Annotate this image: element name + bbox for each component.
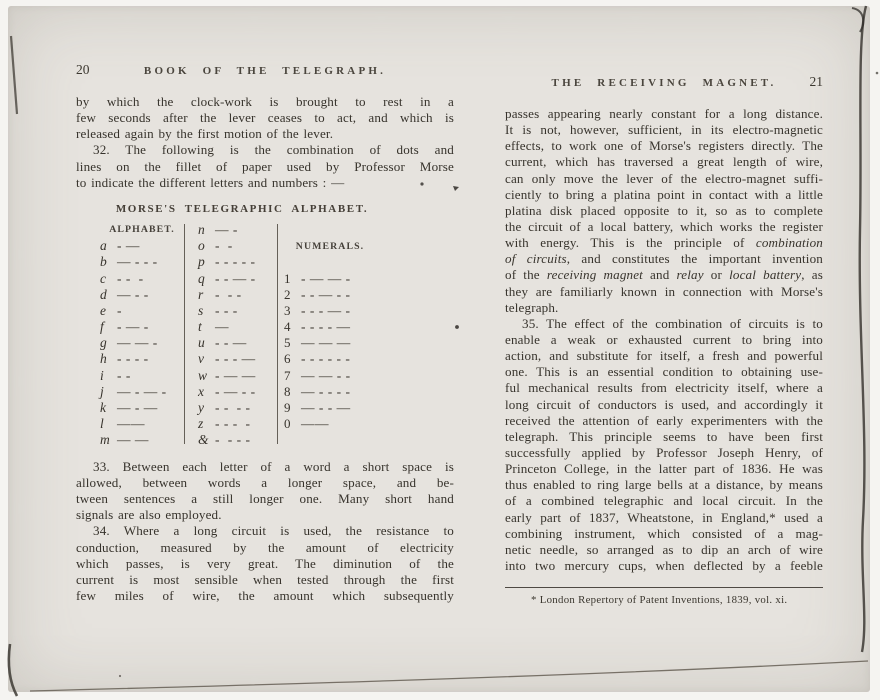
right-running-title: THE RECEIVING MAGNET. — [551, 77, 777, 89]
table-row — [198, 416, 278, 432]
morse-code: - - - — [215, 286, 242, 302]
text-line: tween sentences a still longer one. Many short hand — [76, 491, 454, 507]
table-row — [100, 384, 184, 400]
text-line: 32. The following is the combination of dots and — [93, 142, 454, 158]
paragraph — [505, 106, 823, 316]
text-line: ciently to bring a platina point in contact with a little — [505, 186, 823, 202]
text-line: telegraph. — [505, 299, 559, 315]
text-line: Princeton College, in the latter part of 1836. He was — [505, 461, 823, 477]
paragraph — [76, 459, 454, 524]
text-line: successfully applied by Professor Joseph Henry, of — [505, 444, 823, 460]
morse-code: — - — — [117, 400, 158, 415]
column-header: ALPHABET. — [109, 224, 175, 236]
table-row — [100, 400, 184, 416]
numerals-column — [284, 222, 388, 432]
morse-symbol: y — [198, 400, 204, 415]
morse-symbol: v — [198, 351, 204, 367]
morse-code: - — [117, 302, 122, 318]
table-row — [198, 270, 278, 286]
table-row — [198, 287, 278, 303]
morse-symbol: 9 — [284, 400, 291, 415]
morse-code: - - - - — [215, 416, 251, 432]
morse-code: — - - — [117, 286, 149, 302]
left-running-title: BOOK OF THE TELEGRAPH. — [143, 65, 387, 77]
table-row — [284, 319, 388, 335]
morse-symbol: & — [198, 432, 209, 448]
morse-code: — - - - - — [301, 383, 351, 399]
morse-symbol: g — [100, 335, 107, 351]
morse-symbol: u — [198, 335, 205, 351]
morse-symbol: a — [100, 238, 107, 254]
morse-code: - - — — [215, 335, 247, 351]
table-row — [284, 400, 388, 416]
morse-code: - - - - — [215, 432, 251, 448]
morse-symbol: 3 — [284, 302, 291, 318]
table-row — [100, 254, 184, 270]
morse-code: - — — - — [301, 270, 351, 286]
morse-code: — — - — [117, 335, 158, 351]
text-line: allowed, between words a longer space, and be- — [76, 474, 454, 490]
morse-code: - - - - — — [301, 319, 351, 335]
morse-symbol: f — [100, 319, 104, 335]
table-row — [284, 270, 388, 286]
table-row — [100, 238, 184, 254]
morse-code: —— — [301, 416, 329, 432]
table-row — [198, 303, 278, 319]
morse-code: - - - - — [215, 400, 251, 415]
morse-symbol: x — [198, 383, 204, 399]
text-line: 35. The effect of the combination of circuits is to — [522, 315, 823, 331]
text-line: of circuits, and constitutes the important invention — [505, 251, 823, 267]
table-row — [198, 238, 278, 254]
text-line: enable a weak or exhausted current to bring into — [505, 331, 823, 347]
right-page-number: 21 — [809, 74, 823, 89]
morse-symbol: e — [100, 302, 106, 318]
morse-code: - — — — [215, 367, 256, 383]
morse-symbol: o — [198, 238, 205, 254]
morse-symbol: p — [198, 254, 205, 270]
morse-code: - - — - - — [301, 286, 351, 302]
morse-code: - - - - - — [215, 254, 256, 270]
paragraph — [505, 316, 823, 574]
text-line: ful mechanical results from electricity itself, where a — [505, 380, 823, 396]
table-row — [198, 400, 278, 416]
morse-code: - - — - — [215, 270, 256, 286]
table-divider-2 — [277, 224, 278, 444]
morse-code: - — - — [117, 319, 149, 335]
text-line: lines on the fillet of paper used by Professor Morse — [76, 158, 454, 174]
right-body — [505, 106, 823, 574]
alphabet-column-n-amp — [198, 222, 278, 449]
table-row — [100, 303, 184, 319]
text-line: It is not, however, sufficient, in its electro-magnetic — [505, 122, 823, 138]
text-line: the circuit of a local battery, which works the register — [505, 218, 823, 234]
table-row — [100, 432, 184, 448]
morse-table-title: MORSE'S TELEGRAPHIC ALPHABET. — [115, 202, 369, 215]
text-line: into two mercury cups, when deflected by a feeble — [505, 557, 823, 573]
page-speck — [876, 72, 879, 75]
morse-symbol: k — [100, 400, 106, 415]
morse-code: — — - - — [301, 367, 351, 383]
morse-code: - - — [117, 367, 131, 383]
text-line: effects, to work one of Morse's registers directly. The — [505, 138, 823, 154]
text-line: 34. Where a long circuit is used, the resistance to — [93, 523, 454, 539]
morse-code: — — — [117, 432, 149, 448]
text-line: netic needle, so arranged as to dip an arch of wire — [505, 541, 823, 557]
paper-surface — [8, 6, 870, 692]
morse-symbol: 8 — [284, 383, 291, 399]
paragraph — [76, 523, 454, 604]
morse-symbol: 6 — [284, 351, 291, 367]
right-running-head — [505, 74, 823, 88]
table-row — [100, 368, 184, 384]
table-row — [284, 368, 388, 384]
table-row — [198, 335, 278, 351]
morse-code: —— — [117, 416, 145, 432]
text-line: which passes, is very great. The diminution of the — [76, 555, 454, 571]
morse-symbol: d — [100, 286, 107, 302]
morse-symbol: 0 — [284, 416, 291, 432]
text-line: current is most sensible when tested through the first — [76, 571, 454, 587]
morse-code: — — — — [301, 335, 351, 351]
text-line: current, which has traversed a great length of wire, — [505, 154, 823, 170]
table-row — [284, 335, 388, 351]
morse-symbol: 7 — [284, 367, 291, 383]
morse-symbol: h — [100, 351, 107, 367]
morse-symbol: 5 — [284, 335, 291, 351]
morse-code: — - — - — [117, 383, 167, 399]
text-line: of the receiving magnet and relay or local battery, as — [505, 267, 823, 283]
morse-code: — - - - — [117, 254, 158, 270]
text-line: platina disk placed opposite to it, so as to complete — [505, 202, 823, 218]
morse-symbol: t — [198, 319, 202, 335]
left-body-top — [76, 94, 454, 191]
table-row — [100, 319, 184, 335]
table-row — [198, 432, 278, 448]
table-row — [284, 222, 388, 238]
morse-code: — - - — — [301, 400, 351, 415]
text-line: by which the clock-work is brought to rest in a — [76, 94, 454, 109]
text-line: conduction, measured by the amount of electricity — [76, 539, 454, 555]
left-body-bottom — [76, 459, 454, 604]
left-running-head — [76, 62, 454, 76]
column-header: NUMERALS. — [295, 240, 365, 252]
morse-code: - - - — [215, 302, 238, 318]
morse-symbol: n — [198, 221, 205, 237]
text-line: of a combined telegraphic and local circuit. In the — [505, 493, 823, 509]
table-row — [284, 384, 388, 400]
table-row — [198, 351, 278, 367]
text-line: can only move the lever of the electro-magnet suffi- — [505, 170, 823, 186]
table-row — [284, 238, 388, 254]
table-row — [284, 416, 388, 432]
morse-symbol: 1 — [284, 270, 291, 286]
morse-code: - - - — - — [301, 302, 351, 318]
morse-symbol: q — [198, 270, 205, 286]
paragraph — [76, 94, 454, 142]
table-row — [198, 222, 278, 238]
morse-code: — - — [215, 221, 238, 237]
table-row — [100, 222, 184, 238]
text-line: received the attention of early experimenters with the — [505, 412, 823, 428]
text-line: few seconds after the lever ceases to act, and which is — [76, 110, 454, 126]
morse-symbol: c — [100, 270, 106, 286]
text-line: few miles of wire, the amount which subsequently — [76, 587, 454, 603]
text-line: long circuit of conductors is used, and accordingly it — [505, 396, 823, 412]
alphabet-column-a-m — [100, 222, 184, 449]
text-line: passes appearing nearly constant for a long distance. — [505, 106, 823, 121]
text-line: telegraph. This principle seems to have been first — [505, 428, 823, 444]
morse-code: - — - - — [215, 383, 256, 399]
morse-code: - - — [215, 238, 233, 254]
morse-symbol: z — [198, 416, 204, 432]
footnote-rule — [505, 587, 823, 588]
morse-code: - - - — — [215, 351, 256, 367]
text-line: early part of 1837, Wheatstone, in England,* used a — [505, 509, 823, 525]
table-row — [284, 254, 388, 270]
text-line: thus enabled to ring large bells at a distance, by means — [505, 477, 823, 493]
table-row — [100, 335, 184, 351]
table-row — [198, 254, 278, 270]
morse-symbol: j — [100, 383, 104, 399]
table-row — [100, 351, 184, 367]
table-row — [198, 368, 278, 384]
text-line: action, and substitute for itself, a fresh and powerful — [505, 348, 823, 364]
morse-symbol: s — [198, 302, 204, 318]
paragraph — [76, 142, 454, 190]
text-line: to indicate the different letters and numbers : — — [76, 174, 345, 190]
morse-code: - - - - — [117, 351, 149, 367]
morse-symbol: 2 — [284, 286, 291, 302]
left-page-number: 20 — [76, 62, 90, 77]
table-row — [198, 384, 278, 400]
morse-symbol: w — [198, 367, 208, 383]
table-row — [100, 270, 184, 286]
text-line: with energy. This is the principle of combination — [505, 235, 823, 251]
table-row — [284, 303, 388, 319]
morse-symbol: i — [100, 367, 104, 383]
text-line: one. This is an essential condition to obtaining use- — [505, 364, 823, 380]
morse-code: - — — [117, 238, 140, 254]
table-row — [284, 287, 388, 303]
morse-alphabet-table — [76, 222, 454, 450]
morse-symbol: b — [100, 254, 107, 270]
morse-symbol: l — [100, 416, 104, 432]
text-line: released again by the first motion of the lever. — [76, 126, 334, 142]
morse-code: — — [215, 319, 229, 335]
table-divider-1 — [184, 224, 185, 444]
morse-symbol: r — [198, 286, 204, 302]
table-row — [100, 416, 184, 432]
morse-code: - - - — [117, 270, 144, 286]
text-line: signals are also employed. — [76, 507, 222, 523]
text-line: they are familiarly known in connection with Morse's — [505, 283, 823, 299]
text-line: combining instrument, which consisted of a mag- — [505, 525, 823, 541]
left-page — [76, 62, 454, 604]
morse-code: - - - - - - — [301, 351, 351, 367]
morse-symbol: 4 — [284, 319, 291, 335]
right-page — [505, 74, 823, 606]
morse-symbol: m — [100, 432, 110, 448]
table-row — [284, 351, 388, 367]
table-row — [100, 287, 184, 303]
table-row — [198, 319, 278, 335]
text-line: 33. Between each letter of a word a short space is — [93, 458, 454, 474]
footnote: * London Repertory of Patent Inventions, 1839, vol. xi. — [531, 594, 788, 607]
